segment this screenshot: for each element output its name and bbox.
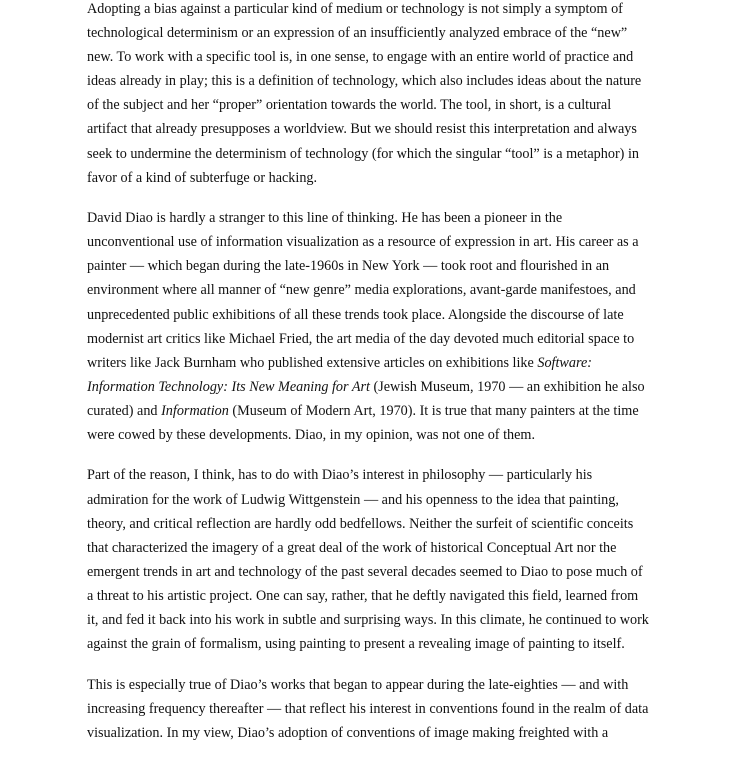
- paragraph-3-text: Part of the reason, I think, has to do with Diao’s interest in philosophy — particularly his admiration for the work of Ludwig Wittgenstein — and his openness to the idea that painting, theory, and critical reflection are hardly odd bedfellows. Neither the surfeit of scientific conceits that characterized the imagery of a great deal of the work of historical Conceptual Art nor the emergent trends in art and technology of the past several decades seemed to Diao to pose much of a threat to his artistic project. One can say, rather, that he deftly navigated this field, learned from it, and fed it back into his work in subtle and surprising ways. In this climate, he continued to work against the grain of formalism, using painting to present a revealing image of painting to itself.: [87, 467, 649, 653]
- paragraph-2-text-c: (Museum of Modern Art, 1970). It is true that many painters at the time were cowed by these developments. Diao, in my opinion, was not one of them.: [87, 402, 639, 443]
- paragraph-4: [87, 673, 652, 745]
- exhibition-title-software: Software: Information Technology: Its New Meaning for Art: [87, 354, 593, 395]
- paragraph-3: [87, 463, 652, 656]
- paragraph-2: [87, 206, 652, 447]
- paragraph-1: [87, 0, 652, 190]
- exhibition-title-information: Information: [161, 402, 229, 419]
- paragraph-2-text-b: (Jewish Museum, 1970 — an exhibition he also curated) and: [87, 378, 645, 419]
- paragraph-2-text-a: David Diao is hardly a stranger to this line of thinking. He has been a pioneer in the unconventional use of information visualization as a resource of expression in art. His career as a painter — which began during the late-1960s in New York — took root and flourished in an environment where all manner of “new genre” media explorations, avant-garde manifestoes, and unprecedented public exhibitions of all these trends took place. Alongside the discourse of late modernist art critics like Michael Fried, the art media of the day devoted much editorial space to writers like Jack Burnham who published extensive articles on exhibitions like: [87, 210, 639, 371]
- document-body: [87, 0, 652, 761]
- paragraph-4-text: This is especially true of Diao’s works that began to appear during the late-eighties — and with increasing frequency thereafter — that reflect his interest in conventions found in the realm of data visualization. In my view, Diao’s adoption of conventions of image making freighted with a: [87, 676, 649, 741]
- paragraph-1-text: Adopting a bias against a particular kind of medium or technology is not simply a symptom of technological determinism or an expression of an insufficiently analyzed embrace of the “new” new. To work with a specific tool is, in one sense, to engage with an entire world of practice and ideas already in play; this is a definition of technology, which also includes ideas about the nature of the subject and her “proper” orientation towards the world. The tool, in short, is a cultural artifact that already presupposes a worldview. But we should resist this interpretation and always seek to undermine the determinism of technology (for which the singular “tool” is a metaphor) in favor of a kind of subterfuge or hacking.: [87, 1, 642, 186]
